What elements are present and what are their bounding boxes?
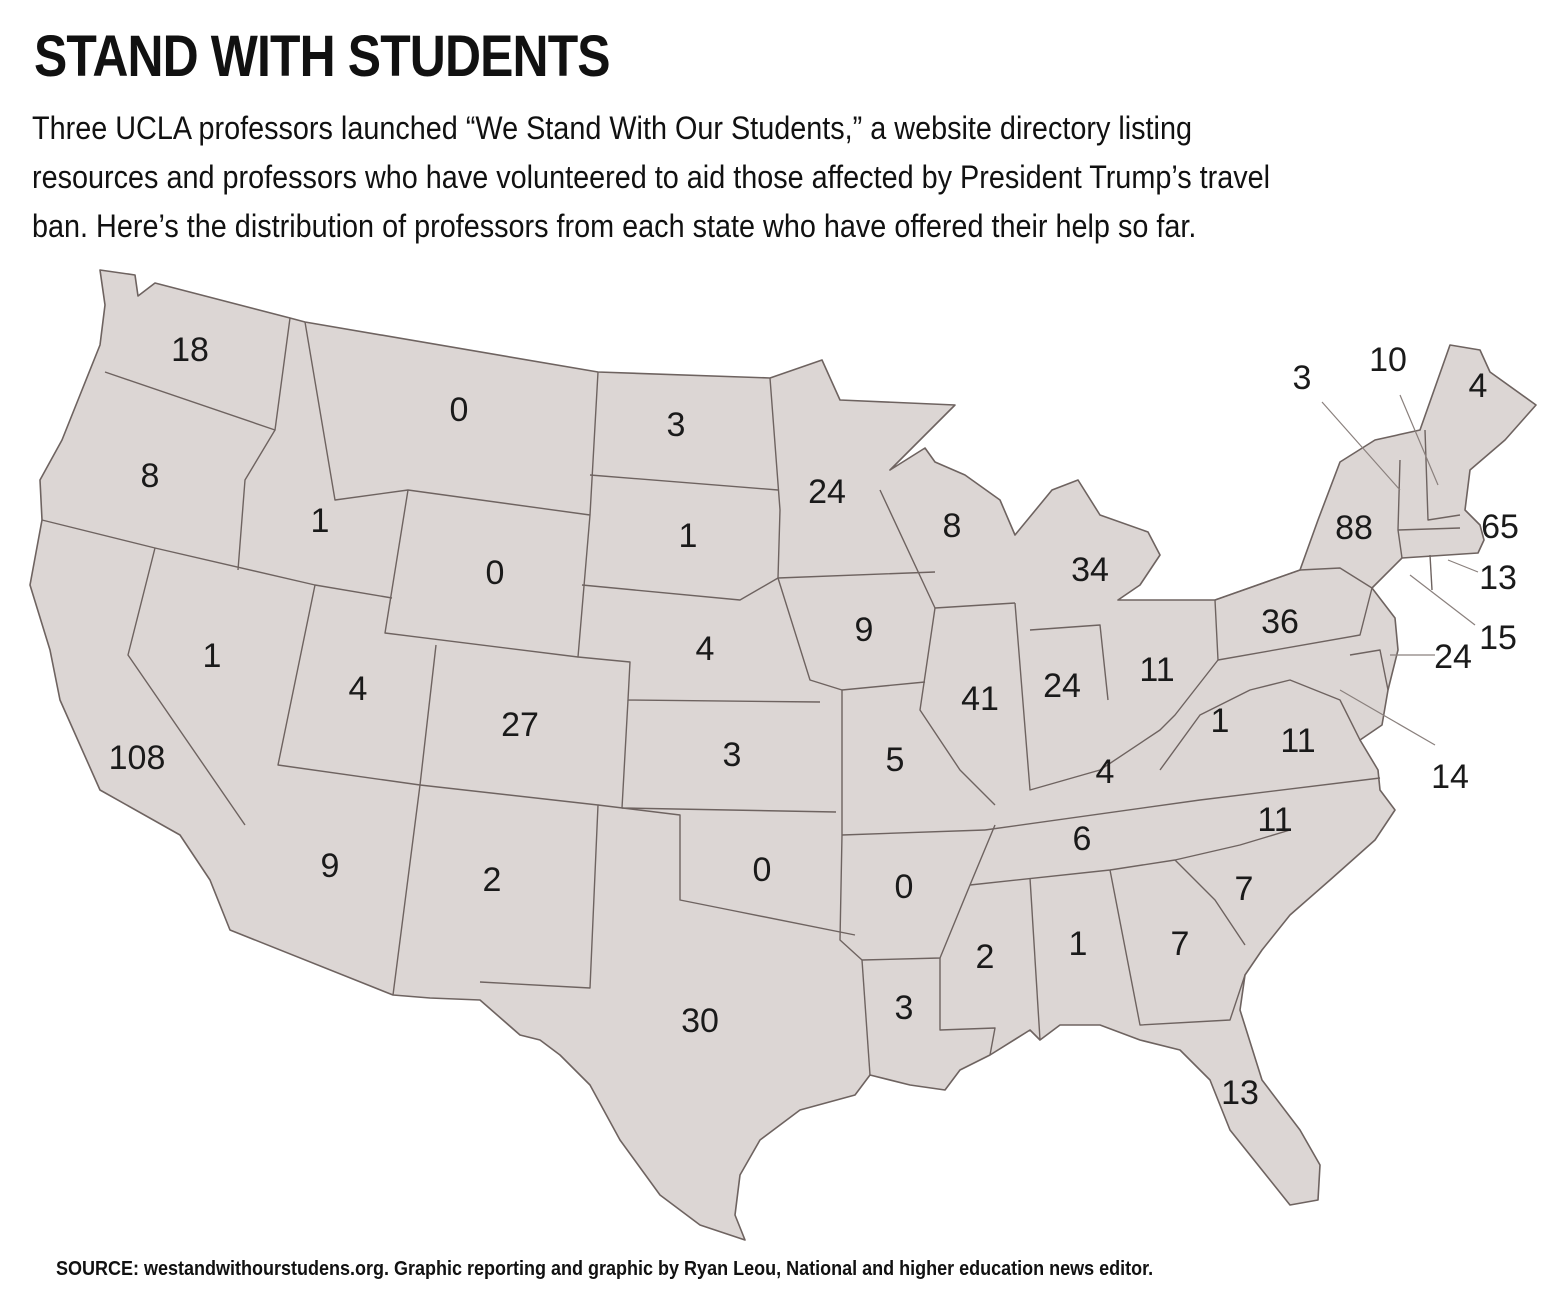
label-nv: 1 [202, 637, 222, 675]
label-id: 1 [310, 502, 330, 540]
label-mi: 34 [1071, 551, 1109, 589]
label-ga: 7 [1170, 925, 1190, 963]
subtitle-line: Three UCLA professors launched “We Stand With Our Students,” a website directory listing [32, 110, 1192, 146]
label-md: 14 [1431, 758, 1469, 796]
subtitle-line: ban. Here’s the distribution of professors from each state who have offered their help so far. [32, 208, 1197, 244]
label-mt: 0 [449, 391, 469, 429]
label-oh: 11 [1139, 651, 1175, 689]
label-nd: 3 [666, 406, 686, 444]
subtitle-line: resources and professors who have volunteered to aid those affected by President Trump’s travel [32, 159, 1271, 195]
label-fl: 13 [1221, 1074, 1259, 1112]
label-la: 3 [894, 989, 914, 1027]
label-wa: 18 [171, 331, 209, 369]
label-nm: 2 [482, 861, 502, 899]
label-in: 24 [1043, 667, 1081, 705]
label-ky: 4 [1095, 753, 1115, 791]
label-wv: 1 [1210, 702, 1230, 740]
label-va: 11 [1280, 722, 1316, 760]
label-ri: 13 [1479, 559, 1517, 597]
label-ks: 3 [722, 736, 742, 774]
label-ct: 15 [1479, 619, 1517, 657]
label-ms: 2 [975, 938, 995, 976]
label-ia: 9 [854, 611, 874, 649]
label-tn: 6 [1072, 820, 1092, 858]
label-ne: 4 [695, 630, 715, 668]
source-credit: SOURCE: westandwithourstudens.org. Graphic reporting and graphic by Ryan Leou, National and higher education news editor. [56, 1258, 1154, 1280]
label-nj: 24 [1434, 638, 1472, 676]
label-ar: 0 [894, 868, 914, 906]
label-ut: 4 [348, 670, 368, 708]
label-nh: 10 [1369, 341, 1407, 379]
label-mn: 24 [808, 473, 846, 511]
page-title: STAND WITH STUDENTS [34, 24, 610, 89]
label-sc: 7 [1234, 870, 1254, 908]
label-al: 1 [1068, 925, 1088, 963]
us-map [0, 250, 1545, 1250]
label-or: 8 [140, 457, 160, 495]
label-vt: 3 [1292, 359, 1312, 397]
label-ca: 108 [108, 739, 166, 777]
label-wy: 0 [485, 554, 505, 592]
label-wi: 8 [942, 507, 962, 545]
label-mo: 5 [885, 741, 905, 779]
label-az: 9 [320, 847, 340, 885]
page-subtitle [32, 104, 1532, 251]
label-nc: 11 [1257, 801, 1293, 839]
label-pa: 36 [1261, 603, 1299, 641]
label-ma: 65 [1481, 508, 1519, 546]
label-tx: 30 [681, 1002, 719, 1040]
label-ny: 88 [1335, 509, 1373, 547]
label-sd: 1 [678, 517, 698, 555]
label-me: 4 [1468, 367, 1488, 405]
label-ok: 0 [752, 851, 772, 889]
label-co: 27 [501, 706, 539, 744]
label-il: 41 [961, 680, 999, 718]
